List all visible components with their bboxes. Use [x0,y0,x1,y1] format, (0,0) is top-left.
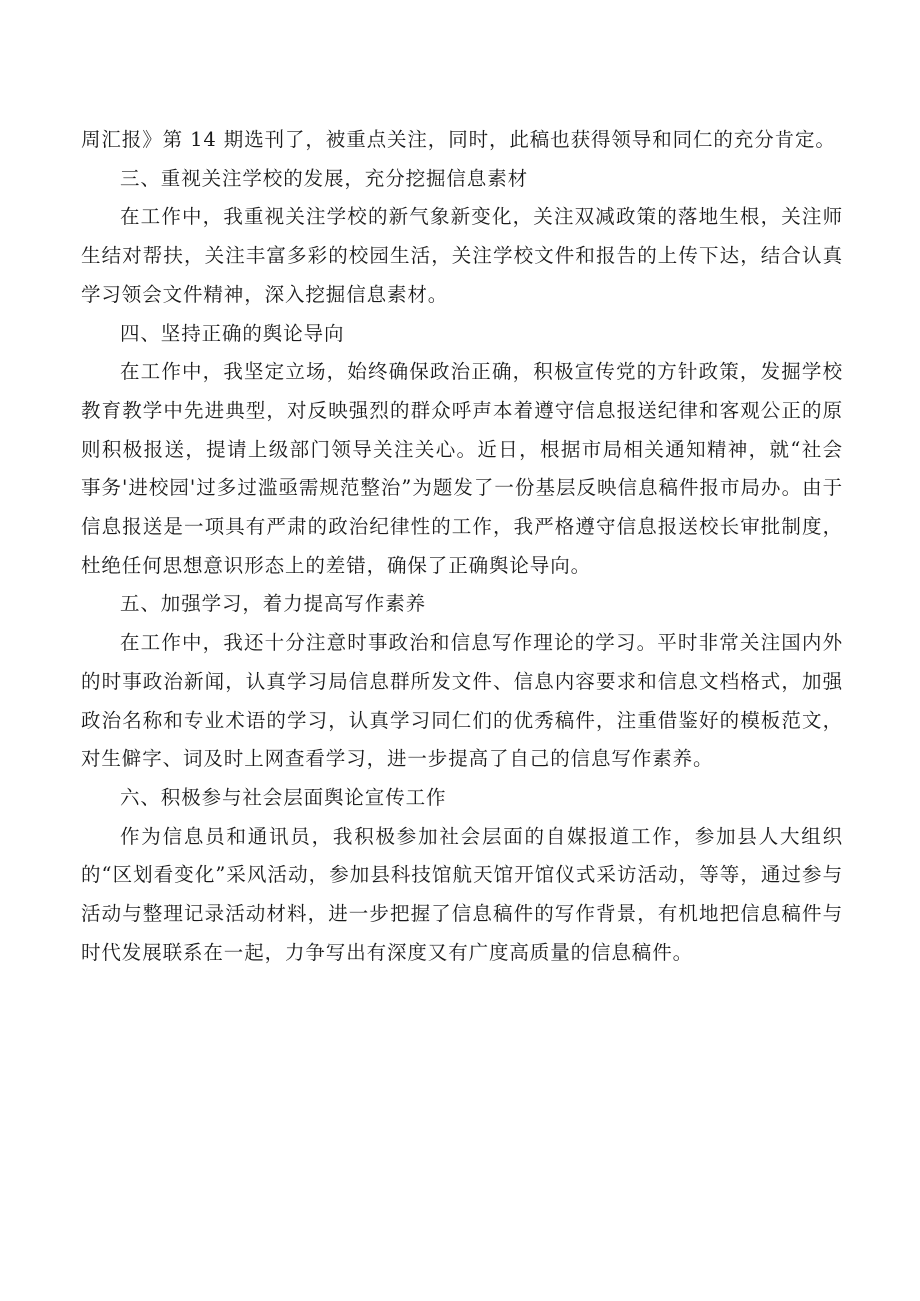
paragraph-section-3: 在工作中，我重视关注学校的新气象新变化，关注双减政策的落地生根，关注师生结对帮扶，关注丰富多彩的校园生活，关注学校文件和报告的上传下达，结合认真学习领会文件精神，深入挖掘信息素材。 [81,205,843,306]
section-heading-6: 六、积极参与社会层面舆论宣传工作 [120,785,447,809]
paragraph-section-6: 作为信息员和通讯员，我积极参加社会层面的自媒报道工作，参加县人大组织的“区划看变化”采风活动，参加县科技馆航天馆开馆仪式采访活动，等等，通过参与活动与整理记录活动材料，进一步把握了信息稿件的写作背景，有机地把信息稿件与时代发展联系在一起，力争写出有深度又有广度高质量的信息稿件。 [81,824,843,964]
paragraph-section-4: 在工作中，我坚定立场，始终确保政治正确，积极宣传党的方针政策，发掘学校教育教学中先进典型，对反映强烈的群众呼声本着遵守信息报送纪律和客观公正的原则积极报送，提请上级部门领导关注关心。近日，根据市局相关通知精神，就“社会事务'进校园'过多过滥亟需规范整治”为题发了一份基层反映信息稿件报市局办。由于信息报送是一项具有严肃的政治纪律性的工作，我严格遵守信息报送校长审批制度，杜绝任何思想意识形态上的差错，确保了正确舆论导向。 [81,360,843,577]
section-heading-4: 四、坚持正确的舆论导向 [120,321,345,345]
document-body [81,121,843,972]
paragraph-continuation: 周汇报》第 14 期选刊了，被重点关注，同时，此稿也获得领导和同仁的充分肯定。 [81,128,836,151]
section-heading-3: 三、重视关注学校的发展，充分挖掘信息素材 [120,166,529,190]
paragraph-section-5: 在工作中，我还十分注意时事政治和信息写作理论的学习。平时非常关注国内外的时事政治新闻，认真学习局信息群所发文件、信息内容要求和信息文档格式，加强政治名称和专业术语的学习，认真学习同仁们的优秀稿件，注重借鉴好的模板范文，对生僻字、词及时上网查看学习，进一步提高了自己的信息写作素养。 [81,631,843,771]
section-heading-5: 五、加强学习，着力提高写作素养 [120,592,427,616]
